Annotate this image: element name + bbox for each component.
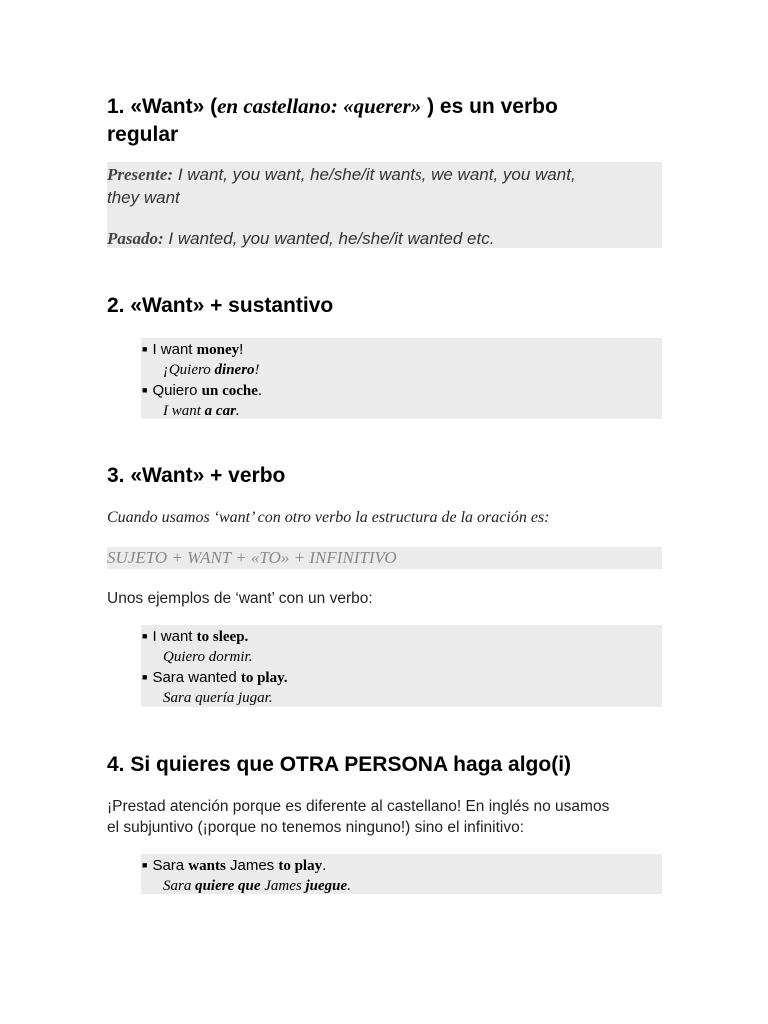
bullet-icon: ■ [142, 385, 148, 395]
translation-text: I want [163, 403, 205, 419]
example-text: I want [152, 628, 197, 645]
presente-label: Presente: [107, 165, 174, 184]
section-4-paragraph [107, 796, 667, 838]
section-1-title-part: «Want» ( [130, 95, 218, 118]
presente-text: , we want, you want, [421, 165, 576, 184]
bullet-icon: ■ [142, 672, 148, 682]
paragraph-line: el subjuntivo (¡porque no tenemos ninguno!) sino el infinitivo: [107, 819, 525, 836]
translation [142, 876, 657, 896]
section-4-heading: 4. Si quieres que OTRA PERSONA haga algo(i) [107, 753, 572, 776]
formula: SUJETO + WANT + «TO» + INFINITIVO [107, 548, 397, 567]
example-bold: to play. [240, 670, 288, 686]
pasado-text: I wanted, you wanted, he/she/it wanted etc. [163, 229, 495, 248]
section-1-title-line2: regular [107, 123, 179, 146]
example-bold: un coche [201, 383, 258, 399]
presente-text: I want, you want, he/she/it want [173, 165, 416, 184]
translation-text: . [235, 403, 240, 419]
example-text: ! [239, 341, 244, 358]
presente-text: they want [107, 188, 180, 207]
example-bold: to play [278, 858, 323, 874]
example-text: Sara [152, 857, 189, 874]
section-1-title-italic: en castellano: «querer» [217, 94, 422, 118]
list-item [142, 855, 657, 876]
translation-bold: juegue [305, 878, 348, 894]
pasado-label: Pasado: [107, 229, 164, 248]
examples-intro: Unos ejemplos de ‘want’ con un verbo: [107, 590, 373, 607]
section-3-heading: 3. «Want» + verbo [107, 464, 286, 487]
translation-text: ! [254, 362, 260, 378]
translation-text: James [260, 878, 306, 894]
presente-line [107, 163, 657, 209]
section-1-heading [107, 92, 558, 149]
translation: Quiero dormir. [163, 649, 253, 665]
example-text: Quiero [152, 382, 202, 399]
example-bold: money [196, 342, 240, 358]
list-item [142, 667, 657, 688]
example-text: I want [152, 341, 197, 358]
translation-text: Sara [163, 878, 196, 894]
list-item [142, 626, 657, 647]
translation [142, 401, 657, 421]
section-2-examples [142, 339, 657, 421]
example-text: James [225, 857, 279, 874]
pasado-line [107, 227, 657, 250]
bullet-icon: ■ [142, 344, 148, 354]
structure-intro: Cuando usamos ‘want’ con otro verbo la estructura de la oración es: [107, 509, 550, 526]
example-text: Sara wanted [152, 669, 241, 686]
list-item [142, 380, 657, 401]
bullet-icon: ■ [142, 860, 148, 870]
example-text: . [322, 857, 327, 874]
example-bold: wants [188, 858, 226, 874]
section-1-title-part: ) es un verbo [421, 95, 558, 118]
translation-bold: quiere que [195, 878, 261, 894]
translation: Sara quería jugar. [163, 690, 273, 706]
section-2-heading: 2. «Want» + sustantivo [107, 294, 334, 317]
section-3-examples [142, 626, 657, 708]
example-text: . [257, 382, 263, 399]
translation-text: . [347, 878, 351, 894]
example-bold: to sleep. [196, 629, 249, 645]
bullet-icon: ■ [142, 631, 148, 641]
section-1-number: 1. [107, 95, 125, 118]
paragraph-line: ¡Prestad atención porque es diferente al castellano! En inglés no usamos [107, 798, 610, 815]
section-4-examples [142, 855, 657, 896]
translation-bold: a car [204, 403, 236, 419]
translation [142, 360, 657, 380]
presente-suffix: s [415, 165, 422, 184]
translation-text: ¡Quiero [163, 362, 215, 378]
translation-bold: dinero [214, 362, 255, 378]
list-item [142, 339, 657, 360]
